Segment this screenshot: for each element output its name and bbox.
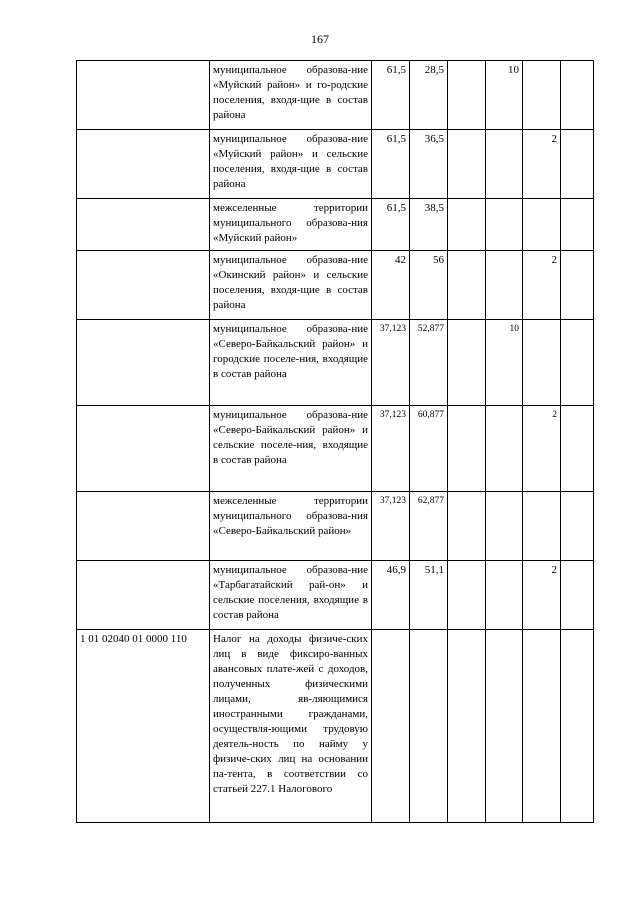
value-cell-6 bbox=[561, 561, 594, 630]
value-cell-1: 37,123 bbox=[372, 492, 410, 561]
value-cell-5 bbox=[523, 630, 561, 823]
table-row bbox=[77, 199, 594, 251]
value-cell-5 bbox=[523, 492, 561, 561]
code-cell bbox=[77, 130, 210, 199]
value-cell-4: 10 bbox=[486, 320, 523, 406]
value-cell-3 bbox=[448, 199, 486, 251]
value-cell-6 bbox=[561, 492, 594, 561]
code-cell bbox=[77, 320, 210, 406]
value-cell-5 bbox=[523, 199, 561, 251]
description-cell: муниципальное образова-ние «Окинский район» и сельские поселения, входя-щие в состав района bbox=[210, 251, 372, 320]
table-row bbox=[77, 61, 594, 130]
value-cell-3 bbox=[448, 561, 486, 630]
description-cell: Налог на доходы физиче-ских лиц в виде фиксиро-ванных авансовых плате-жей с доходов, полученных физическими лицами, яв-ляющимися иностранными гражданами, осуществля-ющими трудовую деятель-ность по найму у физиче-ских лиц на основании па-тента, в соответствии со статьей 227.1 Налогового bbox=[210, 630, 372, 823]
page-number: 167 bbox=[311, 32, 329, 46]
code-cell bbox=[77, 199, 210, 251]
value-cell-2: 51,1 bbox=[410, 561, 448, 630]
value-cell-3 bbox=[448, 61, 486, 130]
value-cell-4 bbox=[486, 199, 523, 251]
value-cell-3 bbox=[448, 251, 486, 320]
value-cell-1 bbox=[372, 630, 410, 823]
value-cell-3 bbox=[448, 630, 486, 823]
description-cell: муниципальное образова-ние «Муйский район» и сельские поселения, входя-щие в состав района bbox=[210, 130, 372, 199]
value-cell-2 bbox=[410, 630, 448, 823]
code-cell bbox=[77, 561, 210, 630]
table-row bbox=[77, 320, 594, 406]
value-cell-3 bbox=[448, 492, 486, 561]
value-cell-6 bbox=[561, 406, 594, 492]
description-cell: межселенные территории муниципального образова-ния «Муйский район» bbox=[210, 199, 372, 251]
value-cell-4 bbox=[486, 130, 523, 199]
value-cell-6 bbox=[561, 320, 594, 406]
value-cell-1: 37,123 bbox=[372, 406, 410, 492]
table-row bbox=[77, 561, 594, 630]
value-cell-3 bbox=[448, 130, 486, 199]
code-cell bbox=[77, 406, 210, 492]
description-cell: межселенные территории муниципального образова-ния «Северо-Байкальский район» bbox=[210, 492, 372, 561]
table-body bbox=[77, 61, 594, 823]
value-cell-2: 36,5 bbox=[410, 130, 448, 199]
description-cell: муниципальное образова-ние «Тарбагатайский рай-он» и сельские поселения, входящие в состав района bbox=[210, 561, 372, 630]
revenue-distribution-table bbox=[76, 60, 594, 823]
value-cell-4 bbox=[486, 406, 523, 492]
value-cell-5 bbox=[523, 320, 561, 406]
value-cell-2: 60,877 bbox=[410, 406, 448, 492]
code-cell bbox=[77, 61, 210, 130]
value-cell-2: 62,877 bbox=[410, 492, 448, 561]
value-cell-6 bbox=[561, 630, 594, 823]
value-cell-2: 28,5 bbox=[410, 61, 448, 130]
code-cell bbox=[77, 492, 210, 561]
value-cell-5: 2 bbox=[523, 406, 561, 492]
value-cell-6 bbox=[561, 61, 594, 130]
value-cell-4: 10 bbox=[486, 61, 523, 130]
value-cell-1: 46,9 bbox=[372, 561, 410, 630]
description-cell: муниципальное образова-ние «Северо-Байкальский район» и сельские поселе-ния, входящие в состав района bbox=[210, 406, 372, 492]
value-cell-5 bbox=[523, 61, 561, 130]
table-row bbox=[77, 492, 594, 561]
value-cell-1: 61,5 bbox=[372, 199, 410, 251]
value-cell-6 bbox=[561, 130, 594, 199]
value-cell-5: 2 bbox=[523, 251, 561, 320]
value-cell-2: 52,877 bbox=[410, 320, 448, 406]
value-cell-1: 61,5 bbox=[372, 61, 410, 130]
value-cell-3 bbox=[448, 406, 486, 492]
value-cell-2: 38,5 bbox=[410, 199, 448, 251]
value-cell-1: 37,123 bbox=[372, 320, 410, 406]
value-cell-6 bbox=[561, 199, 594, 251]
value-cell-5: 2 bbox=[523, 130, 561, 199]
value-cell-2: 56 bbox=[410, 251, 448, 320]
table-row bbox=[77, 251, 594, 320]
value-cell-3 bbox=[448, 320, 486, 406]
value-cell-4 bbox=[486, 492, 523, 561]
value-cell-1: 42 bbox=[372, 251, 410, 320]
code-cell bbox=[77, 251, 210, 320]
value-cell-4 bbox=[486, 561, 523, 630]
description-cell: муниципальное образова-ние «Муйский район» и го-родские поселения, входя-щие в состав района bbox=[210, 61, 372, 130]
value-cell-4 bbox=[486, 630, 523, 823]
value-cell-5: 2 bbox=[523, 561, 561, 630]
table-row bbox=[77, 406, 594, 492]
value-cell-6 bbox=[561, 251, 594, 320]
table-row bbox=[77, 630, 594, 823]
table-row bbox=[77, 130, 594, 199]
code-cell: 1 01 02040 01 0000 110 bbox=[77, 630, 210, 823]
value-cell-1: 61,5 bbox=[372, 130, 410, 199]
description-cell: муниципальное образова-ние «Северо-Байкальский район» и городские поселе-ния, входящие в состав района bbox=[210, 320, 372, 406]
value-cell-4 bbox=[486, 251, 523, 320]
